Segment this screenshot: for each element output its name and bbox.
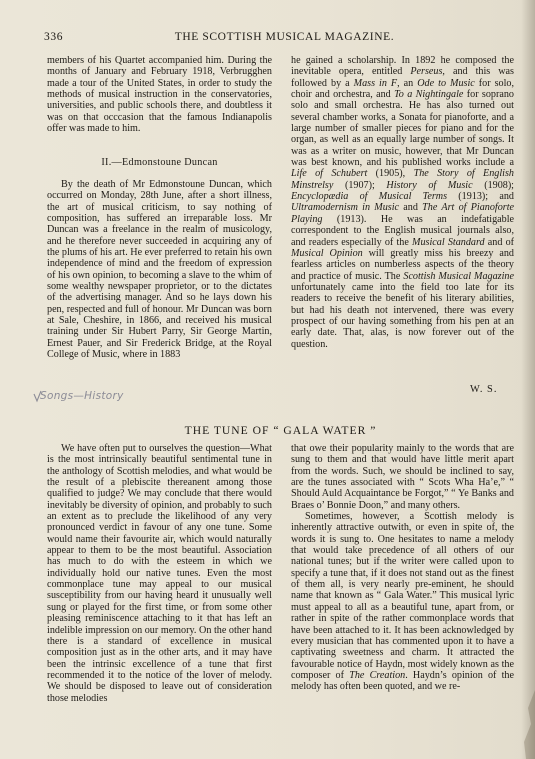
paragraph: By the death of Mr Edmonstoune Duncan, which occurred on Monday, 28th June, after a short illness, the art of musical criticism, to say nothing of composition, has suffered an irreparable loss. Mr Duncan was a freelance in the realm of musicology, and he therefore never succeeded in acquiring any of the plums of his art. He ever preferred to retain his own independence of mind and the freedom of expression of his own opinion, to becoming a slave to the whim of some wealthy newspaper proprietor, or to the dictates of the advertising manager. And so he lays down his pen, respected and full of honour. Mr Duncan was born at Sale, Cheshire, in 1866, and received his musical training under Sir Hubert Parry, Sir George Martin, Ernest Pauer, and Sir Frederick Bridge, at the Royal College of Music, where in 1883 xyxy=(47,179,272,361)
section-heading: II.—Edmonstoune Duncan xyxy=(101,157,218,168)
magazine-title: THE SCOTTISH MUSICAL MAGAZINE. xyxy=(174,31,395,43)
paragraph: he gained a scholarship. In 1892 he composed the inevitable opera, entitled Perseus, and this was followed by a Mass in F, an Ode to Music for solo, choir and orchestra, and To a Nightingale for soprano solo and small orchestra. He has also turned out several chamber works, a Sonata for pianoforte, and a large number of smaller pieces for piano and for the organ, as well as an equally large number of songs. It was as a writer on music, however, that Mr Duncan was best known, and his published works include a Life of Schubert (1905), The Story of English Minstrelsy (1907); History of Music (1908); Encyclopædia of Musical Terms (1913); and Ultramodernism in Music and The Art of Pianoforte Playing (1913). He was an indefatigable correspondent to the English musical journals also, and readers especially of the Musical Standard and of Musical Opinion will greatly miss his breezy and fearless articles on numberless aspects of the theory and practice of music. The Scottish Musical Magazine unfortunately came into the field too late for its readers to receive the benefit of his literary abilities, but had his death not intervened, there was every prospect of our having something from his pen at an early date. That, alas, is now forever out of the question. xyxy=(291,55,515,350)
paragraph: that owe their popularity mainly to the words that are sung to them and that would have little merit apart from the words. Such, we should be inclined to say, are the tunes associated with “ Scots Wha Ha’e,” “ Should Auld Acquaintance be Forgot,” “ Ye Banks and Braes o’ Bonnie Doon,” and many others. xyxy=(291,443,514,511)
column-bottom-left xyxy=(47,443,272,704)
column-bottom-right xyxy=(291,443,514,693)
paragraph: We have often put to ourselves the question—What is the most intrinsically beautiful sentimental tune in the anthology of Scottish melodies, and what would be the result of a plebiscite thereanent among those qualified to judge? We may conclude that there would inevitably be diversity of opinion, and probably to such an extent as to preclude the likelihood of any very pronounced verdict in favour of any one tune. Some would name their favourite air, which would naturally appear to them to be the most beautiful. Association has much to do with the esteem in which we individually hold our native tunes. Even the most commonplace tune may appeal to our musical susceptibility from our having heard it unusually well sung or played for the first time, or from some other pleasing reminiscence attaching to it that has left an indelible impression on our memory. On the other hand there is a standard of excellence in musical composition just as in the other arts, and it may have been the intrinsic excellence of a tune that first recommended it to the notice of the lover of melody. We should be disposed to leave out of consideration those melodies xyxy=(47,443,272,704)
column-top-left-lower xyxy=(47,179,272,361)
page-number: 336 xyxy=(44,31,64,43)
article-title: THE TUNE OF “ GALA WATER ” xyxy=(184,424,377,437)
column-top-right xyxy=(291,55,514,350)
paragraph: Sometimes, however, a Scottish melody is inherently attractive outwith, or even in spite of, the words it is sung to. One hesitates to name a melody that would take precedence of all others of our national tunes; but if the writer were called upon to specify a tune that, if it does not stand out as the finest of them all, is very nearly pre-eminent, he should name that known as “ Gala Water.” This musical lyric must appeal to all as a beautiful tune, apart from, or rather in spite of the rather commonplace words that have been attached to it. It has been acknowledged by every musician that has commented upon it to have a captivating sweetness and charm. It attracted the favourable notice of Haydn, most widely known as the composer of The Creation. Haydn’s opinion of the melody has often been quoted, and we re- xyxy=(291,511,514,693)
page-edge-shadow xyxy=(521,0,535,759)
handwritten-note: Songs—History xyxy=(40,390,124,402)
column-top-left xyxy=(47,55,272,134)
running-head xyxy=(44,31,505,45)
paragraph: members of his Quartet accompanied him. During the months of January and February 1918, Verbrugghen made a tour of the United States, in order to study the methods of musical instruction in the conservatories, universities, and public schools there, and doubtless it was on that occcasion that the famous Indianapolis offer was made to him. xyxy=(47,55,272,135)
author-signature: W. S. xyxy=(470,384,498,395)
